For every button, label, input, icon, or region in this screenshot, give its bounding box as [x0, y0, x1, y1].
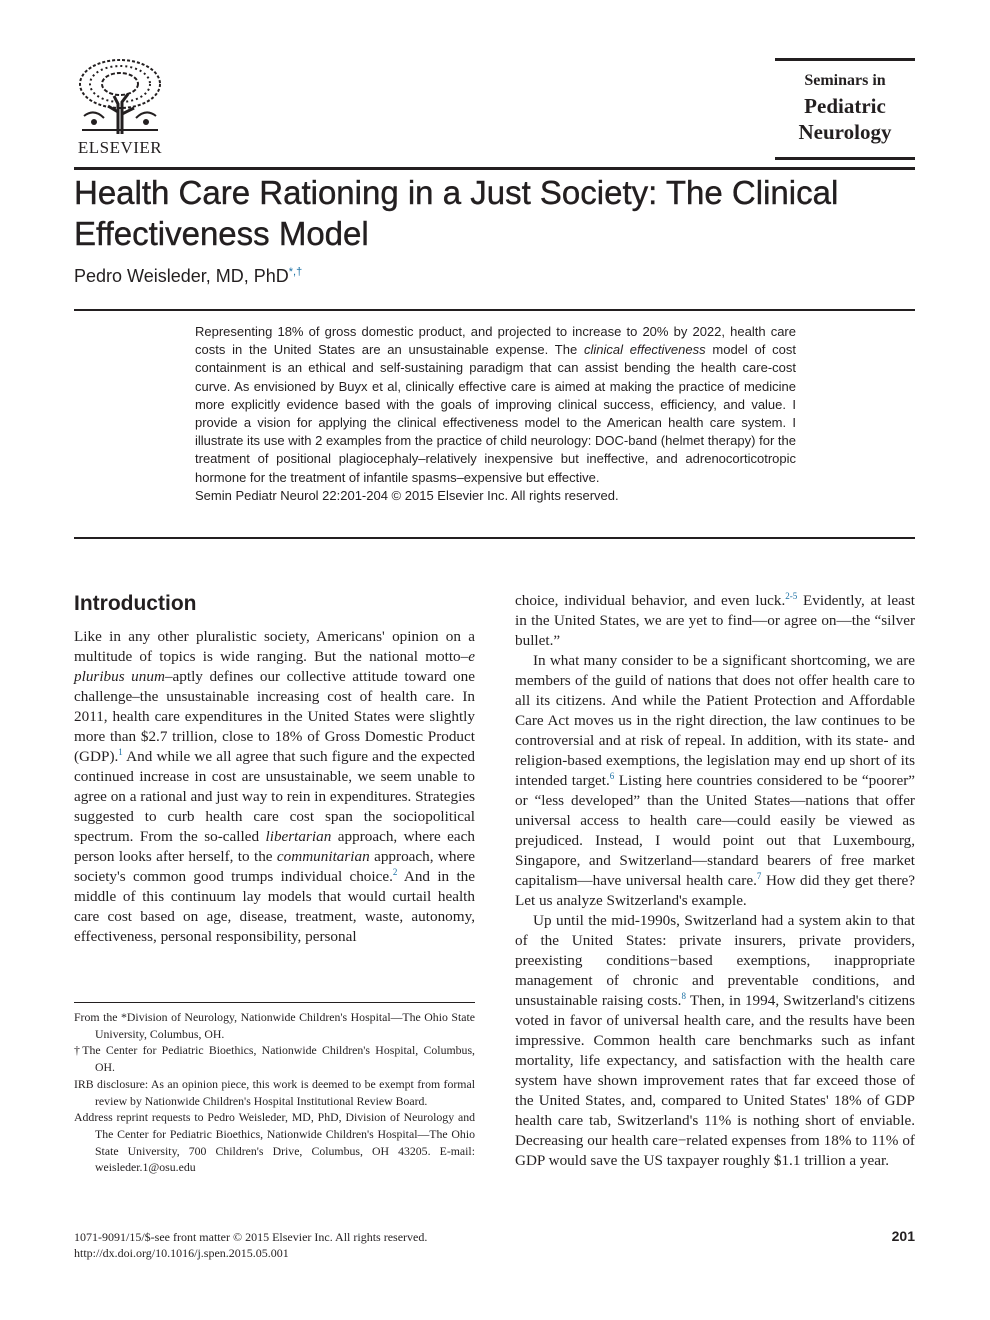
footer-issn-line: 1071-9091/15/$-see front matter © 2015 Elsevier Inc. All rights reserved. [74, 1230, 428, 1244]
abstract-rule-bottom [74, 537, 915, 539]
abstract-emphasis: clinical effectiveness [583, 342, 706, 358]
intro-paragraph-1-cont [515, 591, 915, 651]
journal-line-2: Pediatric [804, 94, 886, 118]
footnote-address: Address reprint requests to Pedro Weisleder, MD, PhD, Division of Neurology and The Center for Pediatric Bioethics, Nationwide Children's Hospital—The Ohio State University, 700 Children's Drive, Columbus, OH 43205. E-mail: weisleder.1@osu.edu [74, 1110, 475, 1175]
author-affiliation-marks[interactable]: *,† [288, 266, 303, 278]
body-text: In what many consider to be a significant shortcoming, we are members of the guild of nations that does not offer health care to all its citizens. And while the Patient Protection and Affordable Care Act moves us in the right direction, the law continues to be controversial and at risk of repeal. In addition, with its state- and religion-based exemptions, the legislation may end up short of its intended target. [515, 652, 915, 789]
footer-doi-link[interactable]: http://dx.doi.org/10.1016/j.spen.2015.05.001 [74, 1246, 289, 1260]
body-text: –aptly defines our collective attitude toward one challenge–the unsustainable increasing cost of health care. In 2011, health care expenditures in the United States were slightly more than $2.7 trillion, close to 18% of Gross Domestic Product (GDP). [74, 668, 475, 765]
body-text: choice, individual behavior, and even luck. [515, 592, 786, 609]
body-text: Evidently, at least in the United States, we are yet to find—or agree on—the “silver bullet.” [515, 592, 915, 649]
article-title: Health Care Rationing in a Just Society: The Clinical Effectiveness Model [74, 174, 839, 252]
footnote-irb: IRB disclosure: As an opinion piece, this work is deemed to be exempt from formal review by Nationwide Children's Hospital Institutional Review Board. [74, 1076, 475, 1108]
footnote-affiliation-1: From the *Division of Neurology, Nationwide Children's Hospital—The Ohio State University, Columbus, OH. [74, 1010, 475, 1041]
page-number: 201 [891, 1228, 915, 1244]
body-text: Then, in 1994, Switzerland's citizens voted in favor of universal health care, and the results have been impressive. Common health care benchmarks such as infant mortality, life expectancy, and satisfaction with the health care system have shown improvement rates that far exceed those of the United States, and, compared to United States' 18% of GDP health care tab, Switzerland's 11% is nothing short of enviable. Decreasing our health care−related expenses from 18% to 11% of GDP would save the US taxpayer roughly $1.1 trillion a year. [515, 992, 915, 1169]
elsevier-logo [74, 56, 166, 158]
abstract-text-1: Representing 18% of gross domestic product, and projected to increase to 20% by 2022, health care costs in the United States are an unsustainable expense. The [195, 324, 796, 358]
footer-copyright [74, 1229, 427, 1261]
body-text: Up until the mid-1990s, Switzerland had a system akin to that of the United States: private insurers, private providers, preexisting conditions−based exemptions, inappropriate management of chronic and preventable conditions, and unsustainable raising costs. [515, 912, 915, 1009]
right-column [515, 591, 915, 1171]
footnotes [74, 1009, 475, 1176]
elsevier-tree-icon [74, 56, 166, 136]
reference-link[interactable]: 6 [609, 770, 615, 781]
footnote-rule [74, 1002, 475, 1003]
section-heading-introduction: Introduction [74, 592, 197, 615]
body-text: Like in any other pluralistic society, Americans' opinion on a multitude of topics is wide ranging. But the national motto– [74, 628, 475, 665]
journal-line-3: Neurology [798, 120, 892, 144]
term-emphasis: libertarian [265, 828, 332, 845]
abstract-text-2: model of cost containment is an ethical and self-sustaining paradigm that can assist bending the health care-cost curve. As envisioned by Buyx et al, clinically effective care is aimed at making the practice of medicine more explicitly evidence based with the goals of improving clinical success, efficiency, and value. I provide a vision for applying the clinical effectiveness model to the American health care system. I illustrate its use with 2 examples from the practice of child neurology: DOC-band (helmet therapy) for the treatment of positional plagiocephaly–relatively inexpensive but ineffective, and adrenocorticotropic hormone for the treatment of infantile spasms–expensive but effective. [195, 342, 796, 485]
reference-link[interactable]: 7 [756, 870, 762, 881]
abstract [195, 323, 796, 505]
abstract-rule-top [74, 309, 915, 311]
left-column [74, 627, 475, 947]
body-text: And in the middle of this continuum lay models that would curtail health care cost based on age, disease, treatment, waste, autonomy, effectiveness, personal responsibility, personal [74, 868, 475, 945]
body-text: And while we all agree that such figure and the expected continued increase in cost are unsustainable, we seem unable to agree on a rational and just way to rein in expenditures. Strategies suggested to curb health care cost span the sociopolitical spectrum. From the so-called [74, 748, 475, 845]
author-line [74, 266, 302, 287]
reference-link[interactable]: 2-5 [785, 590, 798, 601]
term-emphasis: communitarian [276, 848, 370, 865]
intro-paragraph-3 [515, 911, 915, 1171]
reference-link[interactable]: 8 [681, 990, 686, 1001]
intro-paragraph-2 [515, 651, 915, 911]
footnote-affiliation-2: †The Center for Pediatric Bioethics, Nationwide Children's Hospital, Columbus, OH. [74, 1043, 475, 1075]
body-text: Listing here countries considered to be “poorer” or “less developed” than the United States—nations that offer universal access to health care—could easily be viewed as prejudiced. Instead, I would point out that Luxembourg, Singapore, and Switzerland—standard bearers of free market capitalism—have universal health care. [515, 772, 916, 889]
reference-link[interactable]: 1 [118, 746, 123, 757]
author-name: Pedro Weisleder, MD, PhD [74, 266, 289, 286]
body-text: approach, where society's common good trumps individual choice. [74, 848, 476, 885]
body-text: How did they get there? Let us analyze Switzerland's example. [515, 872, 915, 909]
publisher-name: ELSEVIER [77, 138, 163, 157]
motto-emphasis: e pluribus unum [74, 648, 475, 685]
abstract-citation: Semin Pediatr Neurol 22:201-204 © 2015 Elsevier Inc. All rights reserved. [195, 487, 619, 503]
header-rule [74, 167, 915, 170]
intro-paragraph-1 [74, 627, 475, 947]
body-text: approach, where each person looks after herself, to the [74, 828, 476, 865]
reference-link[interactable]: 2 [392, 866, 398, 877]
journal-line-1: Seminars in [804, 72, 886, 89]
journal-title-box [775, 58, 915, 160]
